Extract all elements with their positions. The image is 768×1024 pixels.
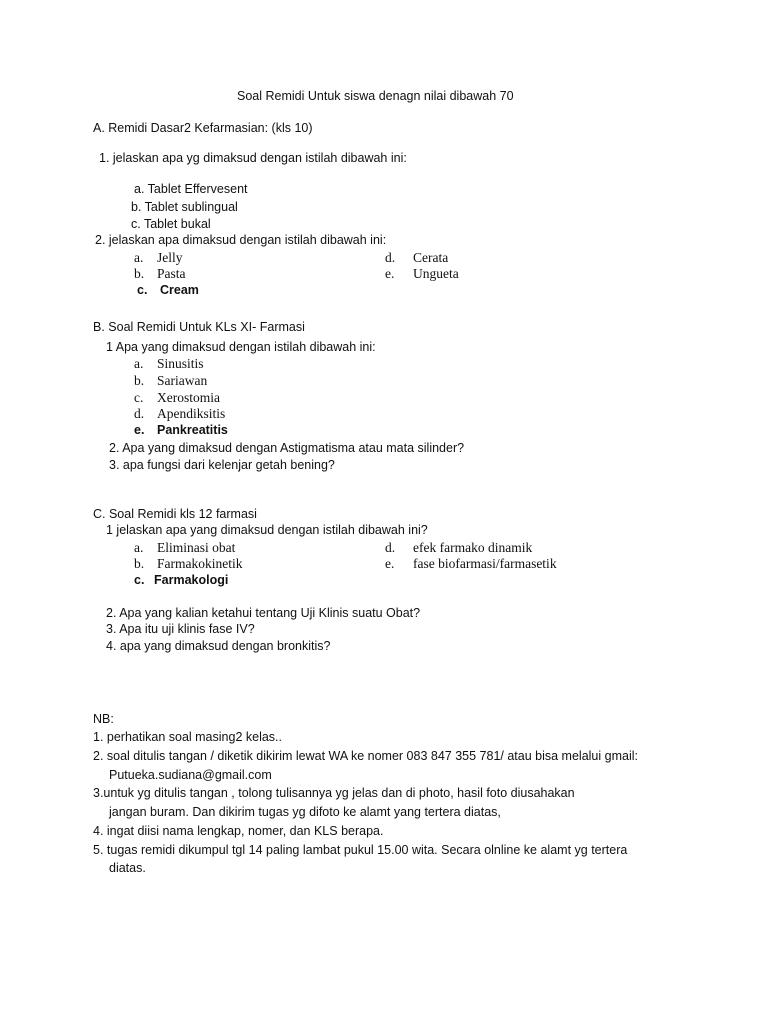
section-c-q1-term: Eliminasi obat bbox=[157, 540, 236, 555]
section-c-question-1: 1 jelaskan apa yang dimaksud dengan istilah dibawah ini? bbox=[106, 523, 428, 537]
section-a-q1-item: c. Tablet bukal bbox=[131, 217, 211, 231]
section-a-q2-letter: a. bbox=[134, 250, 144, 265]
section-a-q1-item: a. Tablet Effervesent bbox=[134, 182, 248, 196]
section-b-q1-letter: d. bbox=[134, 406, 145, 421]
section-c-q1-letter: e. bbox=[385, 556, 395, 571]
nb-line: 3.untuk yg ditulis tangan , tolong tulisannya yg jelas dan di photo, hasil foto diusahakan bbox=[93, 786, 575, 800]
section-b-q1-letter: e. bbox=[134, 423, 145, 437]
section-a-q2-letter: c. bbox=[137, 283, 148, 297]
section-a-question-2: 2. jelaskan apa dimaksud dengan istilah dibawah ini: bbox=[95, 233, 387, 247]
section-b-question-2: 2. Apa yang dimaksud dengan Astigmatisma atau mata silinder? bbox=[109, 441, 465, 455]
section-c-question-2: 2. Apa yang kalian ketahui tentang Uji Klinis suatu Obat? bbox=[106, 606, 421, 620]
nb-line: 1. perhatikan soal masing2 kelas.. bbox=[93, 730, 282, 744]
section-a-q2-term: Ungueta bbox=[413, 266, 459, 281]
section-b-q1-term: Pankreatitis bbox=[157, 423, 228, 437]
section-b-q1-letter: a. bbox=[134, 356, 144, 371]
section-c-q1-term: Farmakologi bbox=[154, 573, 229, 587]
section-a-q2-term: Cerata bbox=[413, 250, 449, 265]
section-c-q1-term: fase biofarmasi/farmasetik bbox=[413, 556, 557, 571]
nb-email: Putueka.sudiana@gmail.com bbox=[109, 768, 272, 782]
section-c-q1-letter: a. bbox=[134, 540, 144, 555]
section-a-question-1: 1. jelaskan apa yg dimaksud dengan istilah dibawah ini: bbox=[99, 151, 407, 165]
section-a-q2-letter: b. bbox=[134, 266, 145, 281]
section-a-heading: A. Remidi Dasar2 Kefarmasian: (kls 10) bbox=[93, 121, 313, 135]
nb-line: jangan buram. Dan dikirim tugas yg difoto ke alamt yang tertera diatas, bbox=[109, 805, 501, 819]
section-a-q2-term: Pasta bbox=[157, 266, 186, 281]
section-b-q1-term: Sariawan bbox=[157, 373, 208, 388]
section-c-heading: C. Soal Remidi kls 12 farmasi bbox=[93, 507, 257, 521]
section-c-q1-letter: b. bbox=[134, 556, 145, 571]
section-c-q1-term: efek farmako dinamik bbox=[413, 540, 533, 555]
section-a-q1-item: b. Tablet sublingual bbox=[131, 200, 238, 214]
section-b-q1-term: Xerostomia bbox=[157, 390, 220, 405]
section-c-q1-letter: d. bbox=[385, 540, 396, 555]
page-title: Soal Remidi Untuk siswa denagn nilai dibawah 70 bbox=[237, 89, 514, 103]
nb-line: 2. soal ditulis tangan / diketik dikirim lewat WA ke nomer 083 847 355 781/ atau bisa melalui gmail: bbox=[93, 749, 638, 763]
nb-line: diatas. bbox=[109, 861, 146, 875]
section-a-q2-term: Jelly bbox=[157, 250, 183, 265]
section-b-question-3: 3. apa fungsi dari kelenjar getah bening? bbox=[109, 458, 335, 472]
section-c-question-3: 3. Apa itu uji klinis fase IV? bbox=[106, 622, 255, 636]
section-b-q1-letter: b. bbox=[134, 373, 145, 388]
section-c-q1-term: Farmakokinetik bbox=[157, 556, 243, 571]
section-b-q1-letter: c. bbox=[134, 390, 144, 405]
nb-heading: NB: bbox=[93, 712, 114, 726]
section-a-q2-letter: d. bbox=[385, 250, 396, 265]
section-b-q1-term: Apendiksitis bbox=[157, 406, 226, 421]
section-b-question-1: 1 Apa yang dimaksud dengan istilah dibawah ini: bbox=[106, 340, 376, 354]
section-b-heading: B. Soal Remidi Untuk KLs XI- Farmasi bbox=[93, 320, 305, 334]
section-a-q2-letter: e. bbox=[385, 266, 395, 281]
section-a-q2-term: Cream bbox=[160, 283, 199, 297]
section-c-q1-letter: c. bbox=[134, 573, 145, 587]
section-b-q1-term: Sinusitis bbox=[157, 356, 204, 371]
nb-line: 5. tugas remidi dikumpul tgl 14 paling lambat pukul 15.00 wita. Secara olnline ke alamt yg tertera bbox=[93, 843, 628, 857]
nb-line: 4. ingat diisi nama lengkap, nomer, dan KLS berapa. bbox=[93, 824, 384, 838]
section-c-question-4: 4. apa yang dimaksud dengan bronkitis? bbox=[106, 639, 331, 653]
